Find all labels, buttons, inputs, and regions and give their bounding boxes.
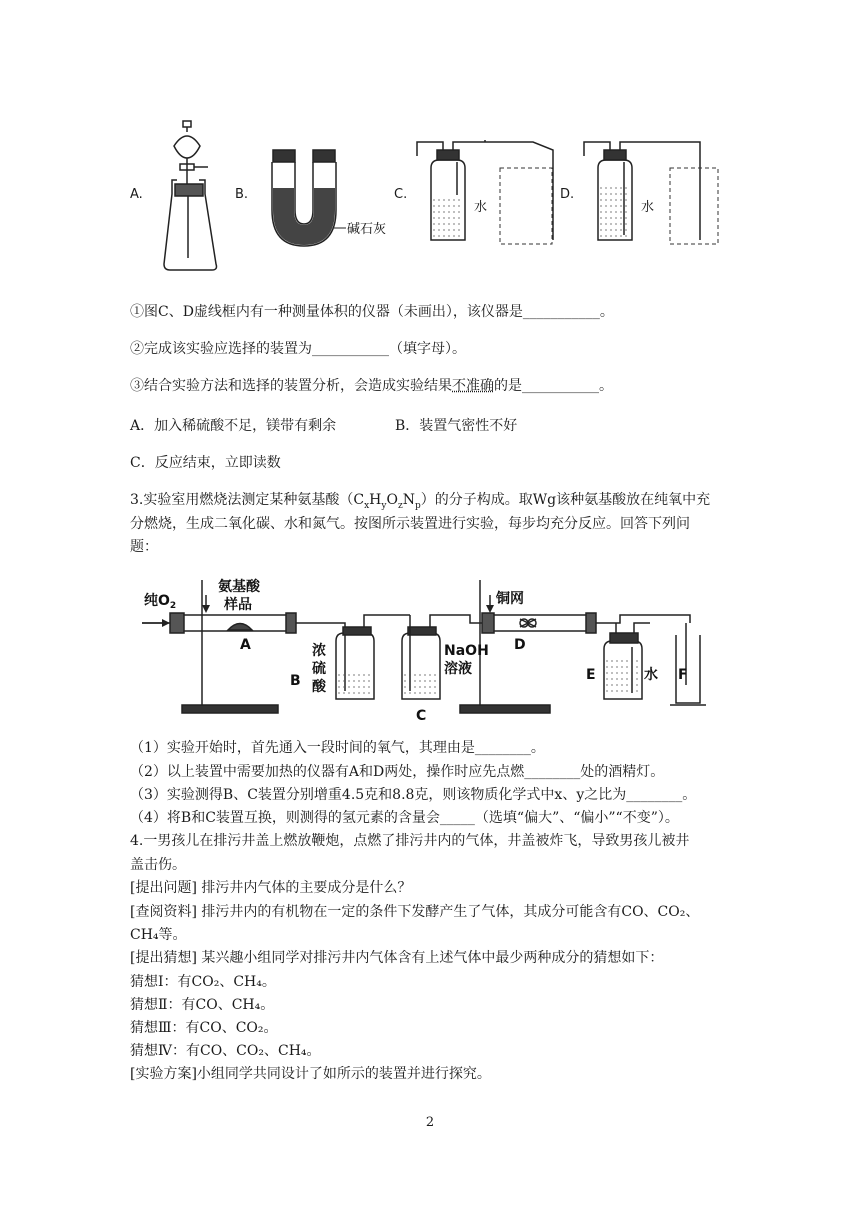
q4-hypothesis-2: 猜想Ⅱ：有CO、CH₄。	[130, 997, 275, 1013]
q4-hypothesis-4: 猜想Ⅳ：有CO、CO₂、CH₄。	[130, 1043, 321, 1059]
option-label-b: B.	[235, 187, 249, 202]
q3-intro-line1	[130, 490, 710, 516]
q4-line6: [提出猜想] 某兴趣小组同学对排污井内气体含有上述气体中最少两种成分的猜想如下：	[130, 950, 664, 966]
q2-option-b: B．装置气密性不好	[395, 418, 518, 434]
q3-intro-line2: 分燃烧，生成二氧化碳、水和氮气。按图所示装置进行实验，每步均充分反应。回答下列问	[130, 516, 690, 532]
page-number: 2	[425, 1115, 435, 1130]
naoh-label: NaOH	[444, 643, 489, 659]
q3-intro-part-e: ）的分子构成。取Wg该种氨基酸放在纯氧中充	[420, 492, 711, 508]
label-e: E	[586, 667, 596, 683]
solution-label: 溶液	[444, 661, 472, 677]
q3-subscript-z: z	[397, 500, 403, 511]
q4-hypothesis-1: 猜想Ⅰ：有CO₂、CH₄。	[130, 974, 276, 990]
water-label: 水	[644, 667, 658, 683]
option-label-d: D.	[560, 187, 575, 202]
q3-sub1: （1）实验开始时，首先通入一段时间的氧气，其理由是________。	[130, 740, 545, 756]
q3-subscript-y: y	[381, 500, 387, 511]
soda-lime-label: 碱石灰	[347, 222, 387, 237]
q3-sub4: （4）将B和C装置互换，则测得的氢元素的含量会_____（选填“偏大”、“偏小”“不变”）。	[130, 810, 679, 826]
q4-line5: CH₄等。	[130, 927, 187, 943]
water-label-d: 水	[641, 200, 655, 215]
label-c: C	[416, 708, 427, 724]
q3-subscript-p: p	[414, 500, 421, 511]
q2-line-instrument: ①图C、D虚线框内有一种测量体积的仪器（未画出），该仪器是___________。	[130, 304, 614, 320]
copper-mesh-label: 铜网	[496, 591, 524, 607]
sample-label: 样品	[224, 597, 252, 613]
q3-intro-line3: 题：	[130, 539, 158, 555]
q2-error-emphasis: 不准确	[452, 378, 494, 394]
q4-line2: 盖击伤。	[130, 857, 186, 873]
q3-intro-part-a: 3.实验室用燃烧法测定某种氨基酸（C	[130, 492, 365, 508]
amino-acid-label: 氨基酸	[218, 579, 260, 595]
q2-error-text-post: 的是___________。	[494, 378, 613, 394]
conc-label-1: 浓	[312, 643, 326, 659]
q2-line-error	[130, 376, 613, 396]
pure-oxygen-label: 纯$O_2$	[144, 593, 177, 611]
q4-hypothesis-3: 猜想Ⅲ：有CO、CO₂。	[130, 1020, 278, 1036]
q2-line-apparatus: ②完成该实验应选择的装置为___________（填字母）。	[130, 341, 466, 357]
q3-intro-part-b: H	[369, 492, 382, 508]
label-d: D	[514, 637, 526, 653]
apparatus-c-bottle	[415, 140, 565, 250]
q3-subscript-x: x	[364, 500, 370, 511]
label-f: F	[678, 667, 688, 683]
q3-sub3: （3）实验测得B、C装置分别增重4.5克和8.8克，则该物质化学式中x、y之比为________。	[130, 787, 697, 803]
q4-line4: [查阅资料] 排污井内的有机物在一定的条件下发酵产生了气体，其成分可能含有CO、CO₂、	[130, 904, 700, 920]
water-label-c: 水	[474, 200, 488, 215]
option-label-c: C.	[394, 187, 408, 202]
q4-experiment-plan: [实验方案]小组同学共同设计了如所示的装置并进行探究。	[130, 1066, 491, 1082]
q3-intro-part-c: O	[386, 492, 398, 508]
option-label-a: A.	[130, 187, 143, 202]
conc-label-2: 硫	[312, 661, 326, 677]
q2-error-text-pre: ③结合实验方法和选择的装置分析，会造成实验结果	[130, 378, 452, 394]
conc-label-3: 酸	[312, 679, 326, 695]
apparatus-b-u-tube	[258, 148, 398, 258]
q2-option-a: A．加入稀硫酸不足，镁带有剩余	[130, 418, 337, 434]
q2-option-c: C．反应结束，立即读数	[130, 455, 281, 471]
label-a: A	[240, 637, 251, 653]
apparatus-a-flask	[150, 118, 230, 278]
combustion-apparatus-figure	[140, 575, 740, 725]
q3-sub2: （2）以上装置中需要加热的仪器有A和D两处，操作时应先点燃________处的酒精灯。	[130, 764, 665, 780]
apparatus-d-bottle	[582, 140, 732, 250]
label-b: B	[290, 673, 301, 689]
q4-line1: 4.一男孩儿在排污井盖上燃放鞭炮，点燃了排污井内的气体，井盖被炸飞，导致男孩儿被井	[130, 833, 690, 849]
q3-intro-part-d: N	[402, 492, 415, 508]
q4-line3: [提出问题] 排污井内气体的主要成分是什么？	[130, 880, 412, 896]
